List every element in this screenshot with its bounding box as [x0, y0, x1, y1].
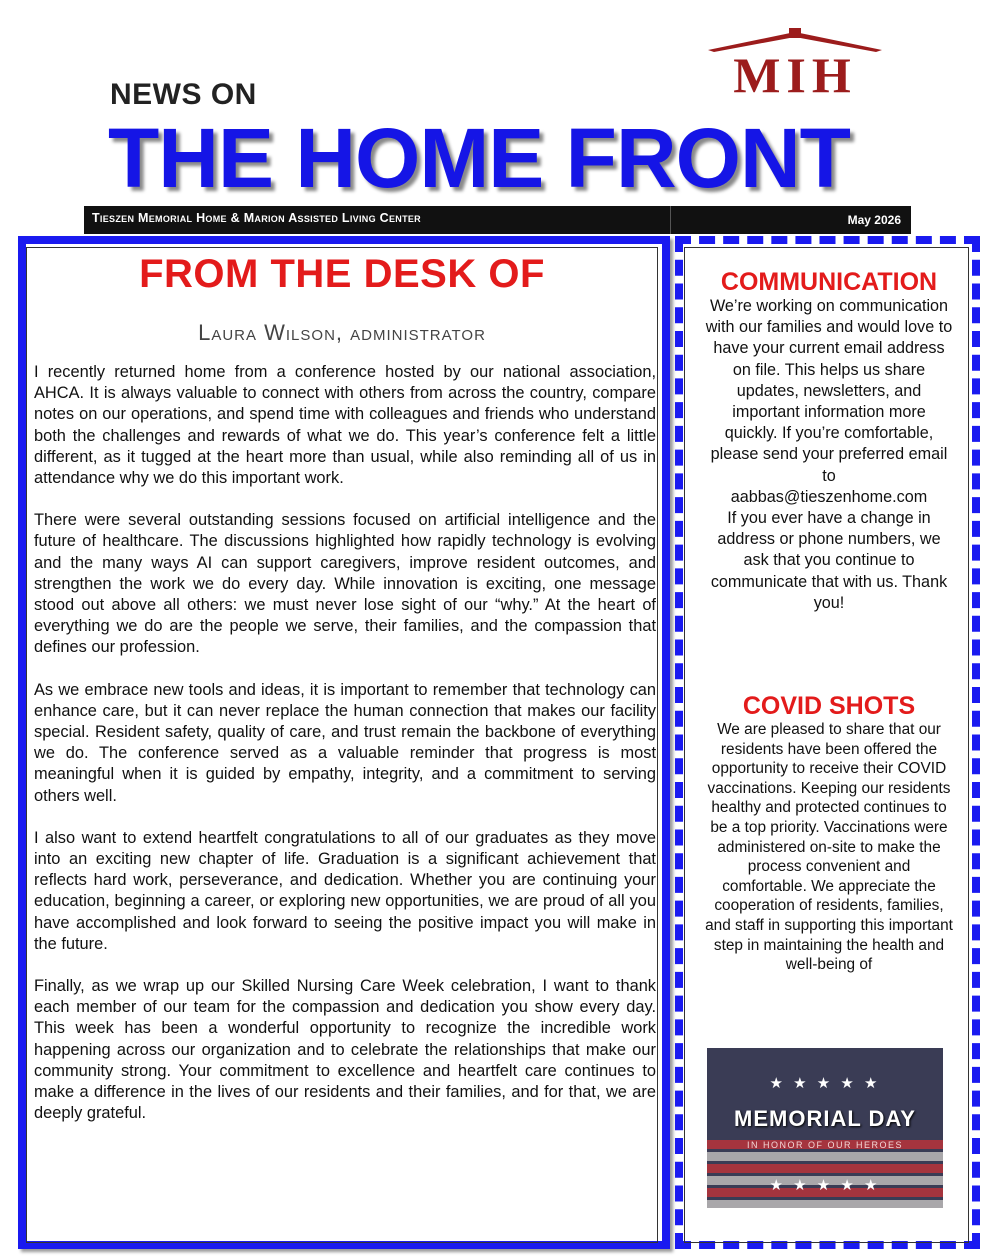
communication-heading: COMMUNICATION — [720, 268, 938, 296]
newsletter-title: THE HOME FRONT — [108, 111, 850, 205]
communication-section — [704, 268, 954, 614]
article-byline: Laura Wilson, administrator — [198, 320, 486, 345]
article-paragraph: As we embrace new tools and ideas, it is important to remember that technology can enhance care, but it can never replace the human connection that makes our facility special. Resident safety, quality of care, and trust remain the backbone of everything we do. The conference served as a valuable reminder that progress is most meaningful when it is guided by empathy, integrity, and a commitment to serving others well. — [34, 680, 656, 805]
memorial-day-subtitle: IN HONOR OF OUR HEROES — [746, 1140, 903, 1150]
article-title: FROM THE DESK OF — [139, 252, 545, 296]
memorial-day-title: MEMORIAL DAY — [734, 1106, 916, 1131]
memorial-day-image — [707, 1048, 943, 1208]
article-paragraph: Finally, as we wrap up our Skilled Nursing Care Week celebration, I want to thank each member of our team for the compassion and dedication you show every day. This week has been a wonderful opportunity to recognize the incredible work happening across our organization and to celebrate the relationships that make our community strong. Your commitment to excellence and heartfelt care continues to make a difference in the lives of our residents and their families, and for that, we are deeply grateful. — [34, 977, 656, 1123]
masthead-bar — [84, 206, 911, 234]
article-body — [34, 362, 656, 1146]
kicker-text: NEWS ON — [110, 78, 257, 111]
svg-text:MIH: MIH — [733, 47, 857, 96]
mih-logo — [700, 28, 890, 96]
covid-section — [704, 692, 954, 975]
covid-text: We are pleased to share that our residents have been offered the opportunity to receive their COVID vaccinations. Keeping our residents healthy and protected continues to be a top priority. Vaccinations were administered on-site to make the process convenient and comfortable. We appreciate the cooperation of residents, families, and staff in supporting this important step in maintaining the health and well-being of — [705, 721, 953, 974]
stars-icon: ★ ★ ★ ★ ★ — [769, 1177, 881, 1194]
communication-text-continued: If you ever have a change in address or phone numbers, we ask that you continue to communicate that with us. Thank you! — [710, 509, 948, 612]
article-paragraph: I recently returned home from a conference hosted by our national association, AHCA. It is always valuable to connect with others from across the country, compare notes on our operations, and spend time with colleagues and friends who understand both the challenges and rewards of what we do. This year’s conference felt a little different, as it tugged at the heart more than usual, while also reminding all of us in attendance why we do this important work. — [34, 363, 656, 488]
article-paragraph: I also want to extend heartfelt congratulations to all of our graduates as they move into an exciting new chapter of life. Graduation is a significant achievement that reflects hard work, perseverance, and dedication. Whether you are continuing your education, beginning a career, or exploring new opportunities, we are proud of all you have accomplished and look forward to seeing the positive impact you will make in the future. — [34, 828, 656, 953]
article-paragraph: There were several outstanding sessions focused on artificial intelligence and the future of healthcare. The discussions highlighted how rapidly technology is evolving and the many ways AI can support caregivers, improve resident outcomes, and strengthen the work we do every day. While innovation is exciting, one message stood out above all others: we must never lose sight of our “why.” At the heart of everything we do are the people we serve, their families, and the compassion that defines our profession. — [34, 511, 656, 657]
covid-heading: COVID SHOTS — [742, 692, 916, 720]
contact-email[interactable]: aabbas@tieszenhome.com — [730, 487, 928, 506]
communication-text: We’re working on communication with our families and would love to have your current email address on file. This helps us share updates, newsletters, and important information more quickly. If you’re comfortable, please send your preferred email to — [705, 297, 953, 485]
issue-date: May 2026 — [847, 213, 901, 227]
stars-icon: ★ ★ ★ ★ ★ — [769, 1075, 881, 1092]
bar-divider — [670, 206, 671, 234]
organization-name: Tieszen Memorial Home & Marion Assisted Living Center — [92, 211, 421, 225]
